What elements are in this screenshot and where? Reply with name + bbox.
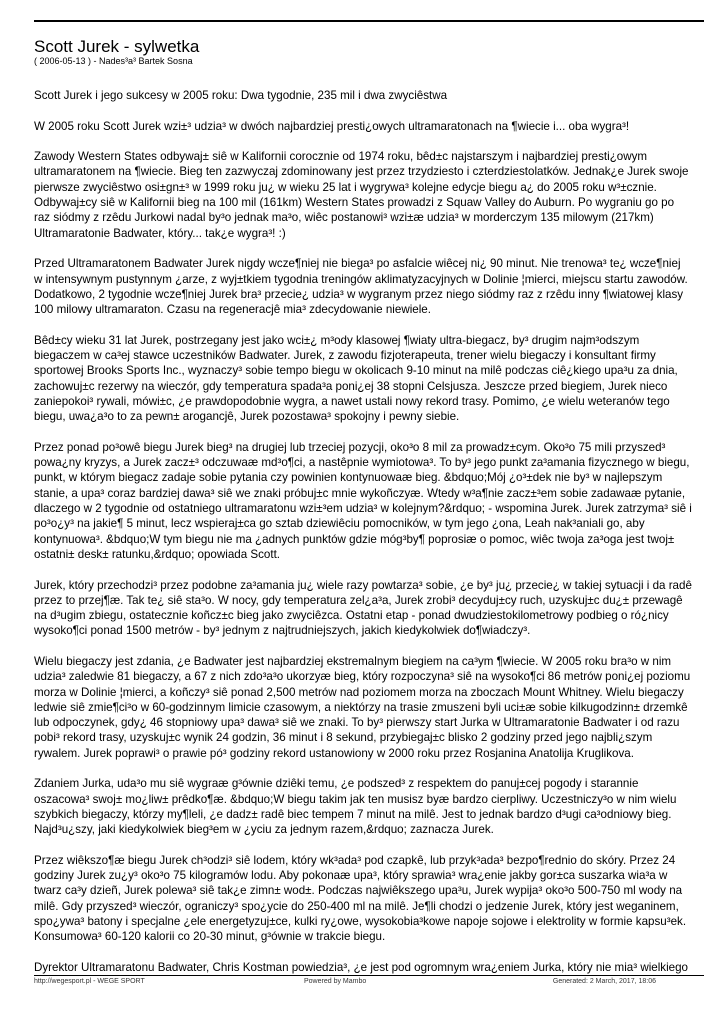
article-header [34,37,704,67]
footer-powered-by: Powered by Mambo [304,978,367,985]
footer-rule [34,975,704,976]
paragraph: Dyrektor Ultramaratonu Badwater, Chris Kostman powiedzia³, ¿e jest pod ogromnym wra¿eniem Jurka, który nie mia³ wielkiego [34,960,689,974]
paragraph: Bêd±cy wieku 31 lat Jurek, postrzegany jest jako wci±¿ m³ody klasowej ¶wiaty ultra-biegacz, by³ drugim najm³odszym biegaczem w ca³ej stawce uczestników Badwater. Jurek, z zawodu fizjoterapeuta, trener wielu biegaczy i konsultant firmy sportowej Brooks Sports Inc., wyznaczy³ sobie tempo biegu w okolicach 9-10 minut na milê podczas ciê¿kiego upa³u za dnia, zachowuj±c rezerwy na wieczór, gdy temperatura spada³a poni¿ej 38 stopni Celsjusza. Jeszcze przed biegiem, Jurek nieco zaniepokoi³ rywali, mówi±c, ¿e prawdopodobnie wygra, a nawet ustali nowy rekord trasy. Pomimo, ¿e wielu weteranów tego biegu, uwa¿a³o to za pewn± arogancjê, Jurek pozostawa³ spokojny i pewny siebie. [34,333,678,424]
paragraph: Przez ponad po³owê biegu Jurek bieg³ na drugiej lub trzeciej pozycji, oko³o 8 mil za prowadz±cym. Oko³o 75 mili przyszed³ powa¿ny kryzys, a Jurek zacz±³ odczuwaæ md³o¶ci, a nastêpnie wymiotowa³. To by³ jego punkt za³amania fizycznego w biegu, punkt, w którym biegacz zadaje sobie pytania czy powinien kontynuowaæ bieg. &bdquo;Mój ¿o³±dek nie by³ w najlepszym stanie, a upa³ coraz bardziej dawa³ siê we znaki próbuj±c mnie wykoñczyæ. Wtedy w³a¶nie zacz±³em sobie zadawaæ pytanie, dlaczego w 2 tygodnie od ostatniego ultramaratonu wzi±³em udzia³ w kolejnym?&rdquo; - wspomina Jurek. Jurek zatrzyma³ siê i po³o¿y³ na jakie¶ 5 minut, lecz wspieraj±ca go sztab dziewiêciu pomocników, w tym jego ¿ona, Leah nak³aniali go, aby kontynuowa³. &bdquo;W tym biegu nie ma ¿adnych punktów gdzie móg³by¶ poprosiæ o pomoc, wiêc twoja za³oga jest twoj± ostatni± desk± ratunku,&rdquo; opowiada Scott. [34,440,692,561]
article-meta: ( 2006-05-13 ) - Nades³a³ Bartek Sosna [34,56,193,66]
paragraph: Zawody Western States odbywaj± siê w Kalifornii corocznie od 1974 roku, bêd±c najstarszym i najbardziej presti¿owym ultramaratonem na ¶wiecie. Bieg ten zazwyczaj zdominowany jest przez trzydziesto i czterdziestolatków. Jednak¿e Jurek swoje pierwsze zwyciêstwo osi±gn±³ w 1999 roku ju¿ w wieku 25 lat i wygrywa³ kolejne edycje biegu a¿ do 2005 roku w³±cznie. Odbywaj±cy siê w Kalifornii bieg na 100 mil (161km) Western States prowadzi z Squaw Valley do Auburn. Po wygraniu go po raz siódmy z rzêdu Jurkowi nadal by³o jednak ma³o, wiêc postanowi³ wzi±æ udzia³ w morderczym 135 milowym (217km) Ultramaratonie Badwater, który... tak¿e wygra³! :) [34,150,689,240]
paragraph: Przez wiêkszo¶æ biegu Jurek ch³odzi³ siê lodem, który wk³ada³ pod czapkê, lub przyk³ada³ bezpo¶rednio do skóry. Przez 24 godziny Jurek zu¿y³ oko³o 75 kilogramów lodu. Aby pokonaæ upa³, który sprawia³ wra¿enie jakby gor±ca suszarka wia³a w twarz ca³y dzieñ, Jurek polewa³ siê tak¿e zimn± wod±. Podczas najwiêkszego upa³u, Jurek wypija³ oko³o 500-750 ml wody na milê. Gdy przyszed³ wieczór, ograniczy³ spo¿ycie do 250-400 ml na milê. Je¶li chodzi o jedzenie Jurek, który jest weganinem, spo¿ywa³ batony i specjalne ¿ele energetyzuj±ce, kulki ry¿owe, wysokobia³kowe napoje sojowe i elektrolity w formie kapsu³ek. Konsumowa³ 60-120 kalorii co 20-30 minut, g³ównie w trakcie biegu. [34,853,687,944]
article-title: Scott Jurek - sylwetka [34,37,200,56]
paragraph: Wielu biegaczy jest zdania, ¿e Badwater jest najbardziej ekstremalnym biegiem na ca³ym ¶wiecie. W 2005 roku bra³o w nim udzia³ zaledwie 81 biegaczy, a 67 z nich zdo³a³o ukorzyæ bieg, który rozpoczyna³ siê na wysoko¶ci 86 metrów poni¿ej poziomu morza w Dolinie ¦mierci, a koñczy³ siê ponad 2,500 metrów nad poziomem morza na zboczach Mount Whitney. Wielu biegaczy ledwie siê zmie¶ci³o w 60-godzinnym limicie czasowym, a niektórzy na trasie zmuszeni byli uci±æ sobie kilkugodzinn± drzemkê lub odpoczynek, gdy¿ 46 stopniowy upa³ dawa³ siê we znaki. To by³ pierwszy start Jurka w Ultramaratonie Badwater i od razu pobi³ rekord trasy, uzyskuj±c wynik 24 godzin, 36 minut i 8 sekund, przybiegaj±c blisko 2 godziny przed jego najbli¿szym rywalem. Jurek poprawi³ o prawie pó³ godziny rekord ustanowiony w 2000 roku przez Rosjanina Anatolija Kruglikova. [34,654,691,760]
paragraph: Przed Ultramaratonem Badwater Jurek nigdy wcze¶niej nie biega³ po asfalcie wiêcej ni¿ 90 minut. Nie trenowa³ te¿ wcze¶niej w intensywnym pustynnym ¿arze, z wyj±tkiem tygodnia treningów aklimatyzacyjnych w Dolinie ¦mierci, miejscu startu zawodów. Dodatkowo, 2 tygodnie wcze¶niej Jurek bra³ przecie¿ udzia³ w wygranym przez niego siódmy raz z rzêdu inny ¶wiatowej klasy 100 milowy ultramaraton. Czasu na regeneracjê mia³ zdecydowanie niewiele. [34,257,688,317]
footer-site-link[interactable]: http://wegesport.pl - WEGE SPORT [34,978,145,985]
paragraph: Jurek, który przechodzi³ przez podobne za³amania ju¿ wiele razy powtarza³ sobie, ¿e by³ ju¿ przecie¿ w takiej sytuacji i da radê przez to przej¶æ. Tak te¿ siê sta³o. W nocy, gdy temperatura zel¿a³a, Jurek zrobi³ decyduj±cy ruch, uzyskuj±c du¿± przewagê na d³ugim zbiegu, ostatecznie koñcz±c bieg jako zwyciêzca. Ostatni etap - ponad dwudziestokilometrowy podbieg o ró¿nicy wysoko¶ci ponad 1500 metrów - by³ jednym z najtrudniejszych, jakich kiedykolwiek do¶wiadczy³. [34,578,692,638]
paragraph: W 2005 roku Scott Jurek wzi±³ udzia³ w dwóch najbardziej presti¿owych ultramaratonach na ¶wiecie i... oba wygra³! [34,119,630,133]
article-body [34,88,692,974]
paragraph: Scott Jurek i jego sukcesy w 2005 roku: Dwa tygodnie, 235 mil i dwa zwyciêstwa [34,89,448,102]
top-rule [34,20,704,22]
page-footer [34,977,704,987]
footer-generated-date: Generated: 2 March, 2017, 18:06 [552,978,656,985]
paragraph: Zdaniem Jurka, uda³o mu siê wygraæ g³ównie dziêki temu, ¿e podszed³ z respektem do panuj±cej pogody i starannie oszacowa³ swoj± mo¿liw± prêdko¶æ. &bdquo;W biegu takim jak ten musisz byæ bardzo cierpliwy. Uczestniczy³o w nim wielu szybkich biegaczy, którzy my¶leli, ¿e dadz± radê biec tempem 7 minut na milê. Jest to jednak bardzo d³ugi ca³odniowy bieg. Najd³u¿szy, jaki kiedykolwiek bieg³em w ¿yciu za jednym razem,&rdquo; zaznacza Jurek. [34,777,677,837]
